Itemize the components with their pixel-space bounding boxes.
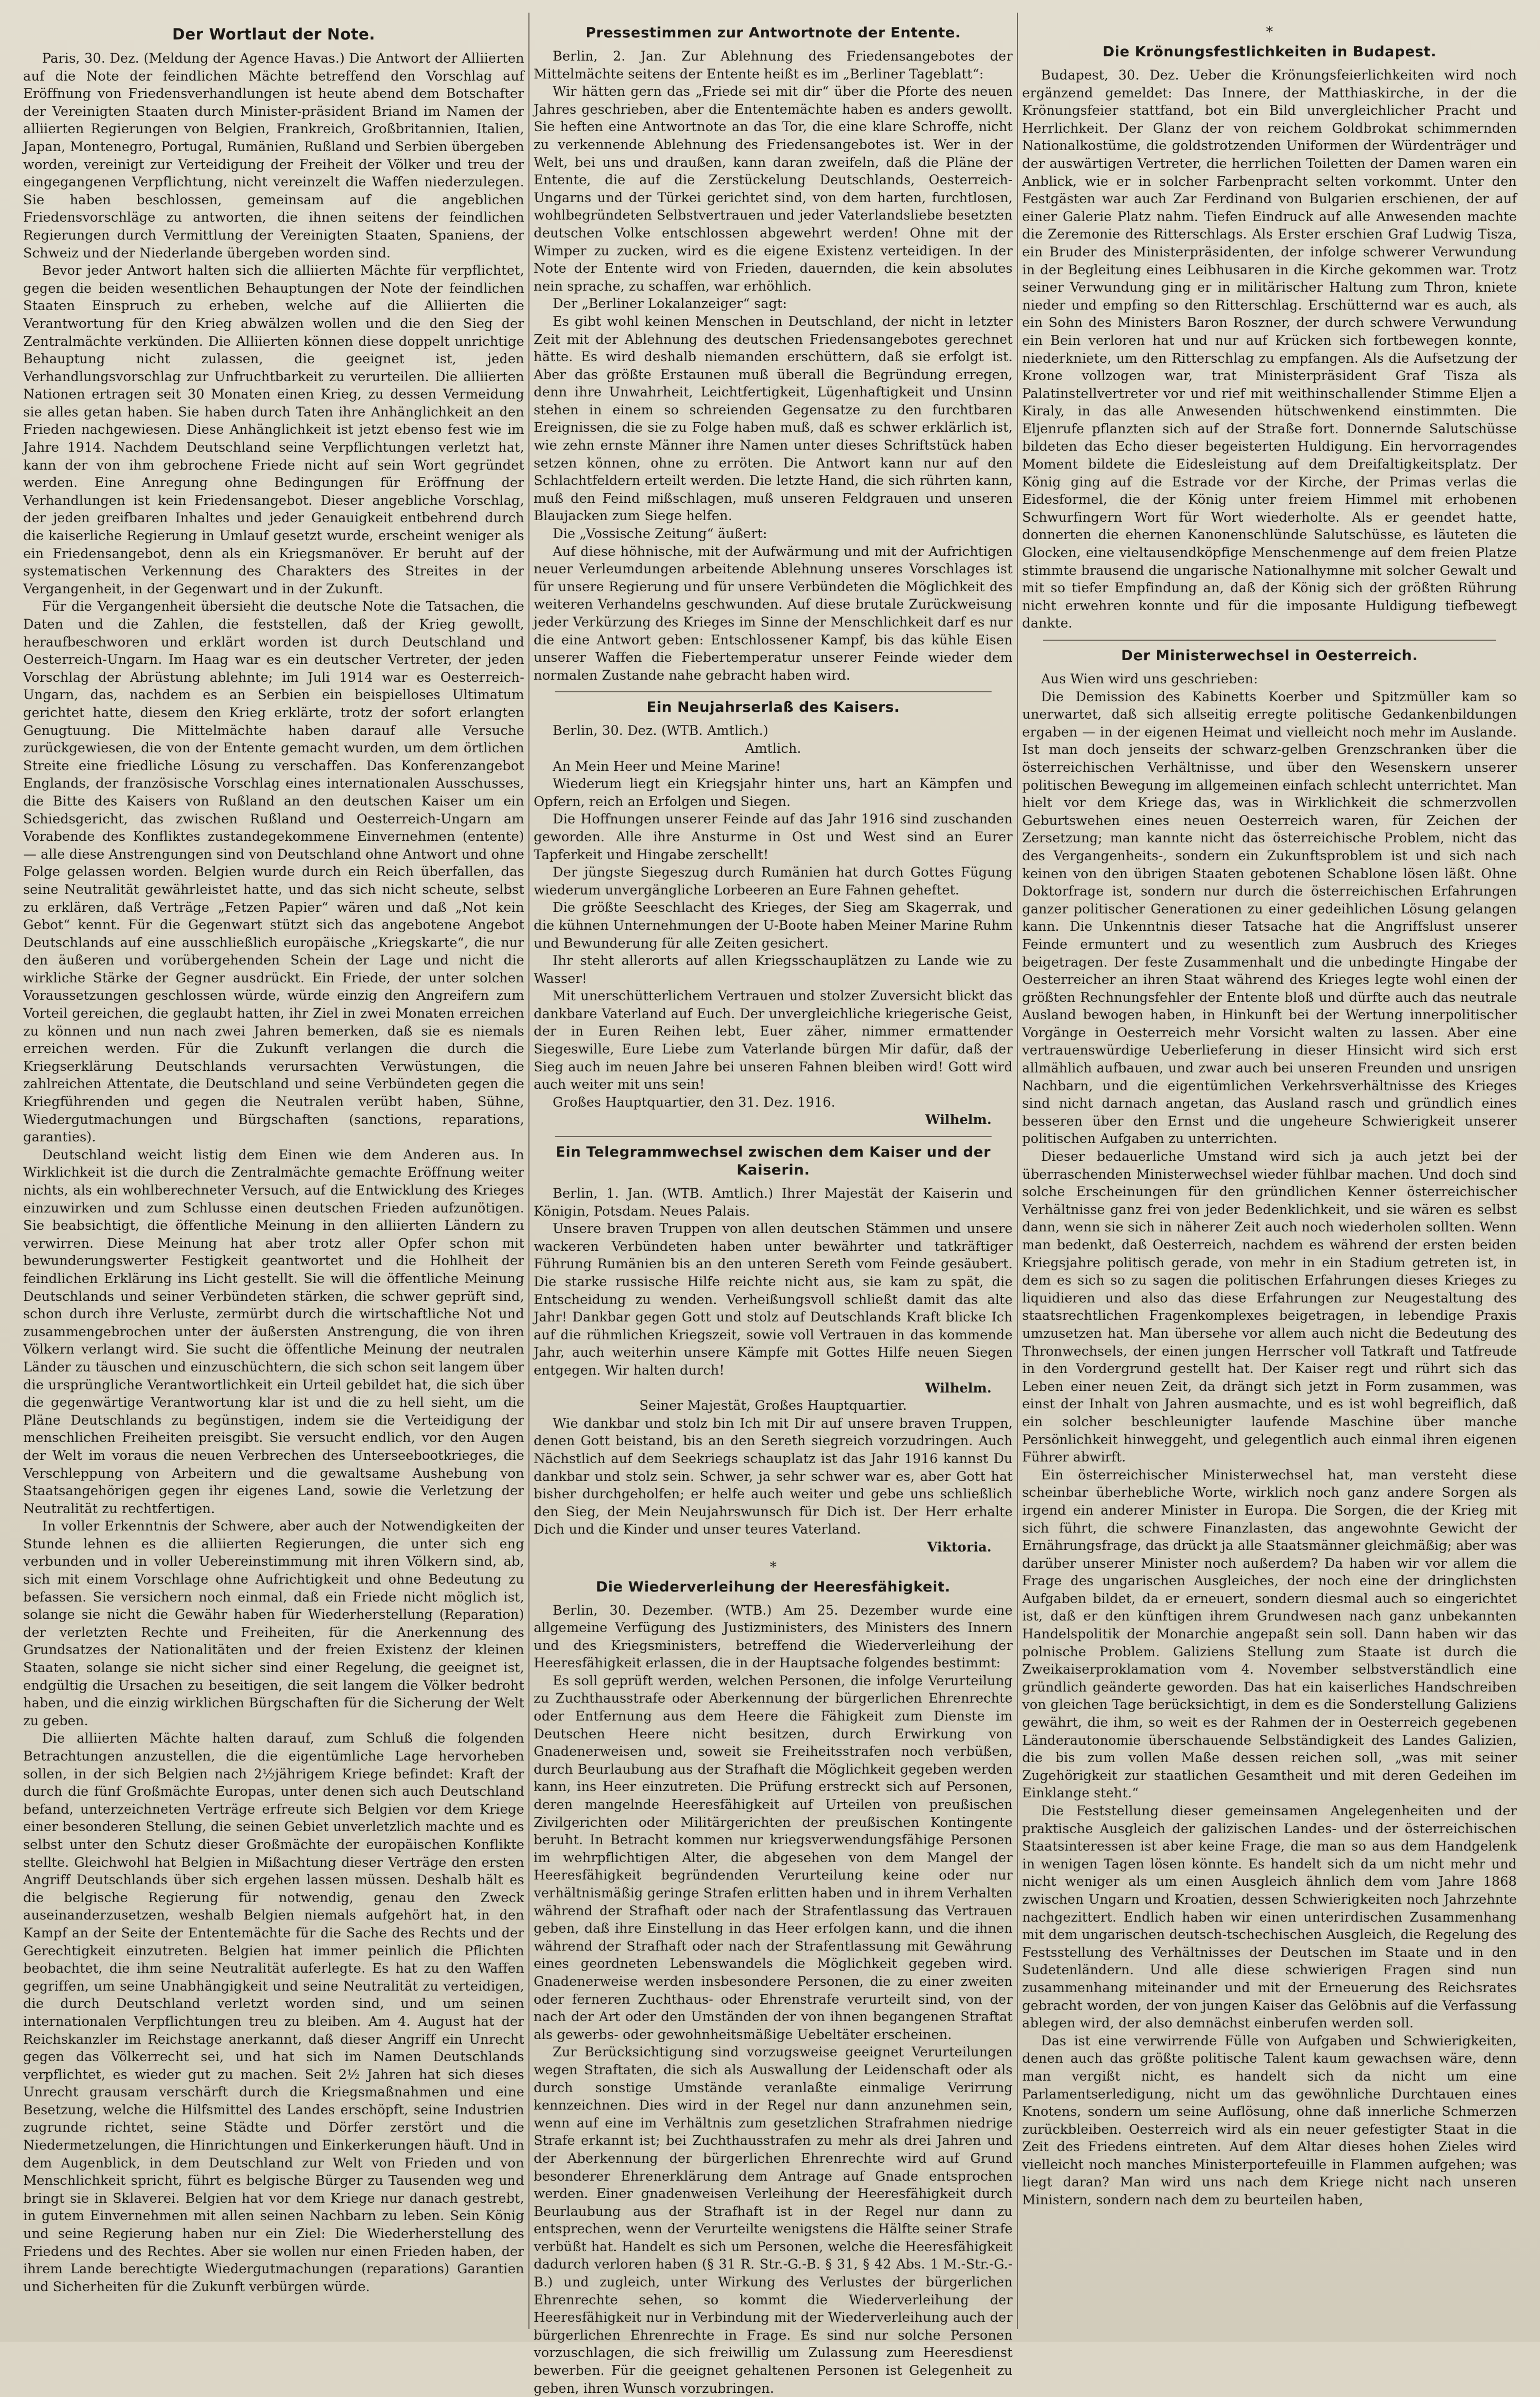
article-paragraph: Die alliierten Mächte halten darauf, zum Schluß die folgenden Betrachtungen anzustellen, die die eigentümliche Lage hervorheben sollen, in der sich Belgien nach 2½jährigem Kriege befindet: Kraft der durch die fünf Großmächte Europas, unter denen sich auch Deutschland befand, unterzeichneten Verträge erfreute sich Belgien vor dem Kriege einer besonderen Stellung, die seinen Gebiet unverletzlich machte und es selbst unter den Schutz dieser Großmächte der europäischen Konflikte stellte. Gleichwohl hat Belgien in Mißachtung dieser Verträge den ersten Angriff Deutschlands über sich ergehen lassen müssen. Deshalb hält es die belgische Regierung für notwendig, genau den Zweck auseinanderzusetzen, weshalb Belgien niemals aufgehört hat, in den Kampf an der Seite der Ententemächte für die Sache des Rechts und der Gerechtigkeit einzutreten. Belgien hat immer peinlich die Pflichten beobachtet, die ihm seine Neutralität auferlegte. Es hat zu den Waffen gegriffen, um seine Unabhängigkeit und seine Neutralität zu verteidigen, die durch Deutschland verletzt worden sind, und um seinen internationalen Verpflichtungen treu zu bleiben. Am 4. August hat der Reichskanzler im Reichstage anerkannt, daß dieser Angriff ein Unrecht gegen das Völkerrecht sei, und hat sich im Namen Deutschlands verpflichtet, es wieder gut zu machen. Seit 2½ Jahren hat sich dieses Unrecht grausam verschärft durch die Kriegsmaßnahmen und eine Besetzung, welche die Hilfsmittel des Landes erschöpft, seine Industrien zugrunde richtet, seine Städte und Dörfer zerstört und die Niedermetzelungen, die Hinrichtungen und Einkerkerungen häuft. Und in dem Augenblick, in dem Deutschland zur Welt von Frieden und von Menschlichkeit spricht, führt es belgische Bürger zu Tausenden weg und bringt sie in Sklaverei. Belgien hat vor dem Kriege nur danach gestrebt, in gutem Einvernehmen mit allen seinen Nachbarn zu leben. Sein König und seine Regierung haben nur ein Ziel: Die Wiederherstellung des Friedens und des Rechtes. Aber sie wollen nur einen Frieden haben, der ihrem Lande berechtigte Wiedergutmachungen (reparations) Garantien und Sicherheiten für die Zukunft verbürgen würde. [23,1730,524,2294]
section-asterisk: * [769,1559,777,1575]
column-right [1022,21,1517,2332]
section-divider [555,691,992,692]
article-paragraph: Der „Berliner Lokalanzeiger“ sagt: [553,296,787,312]
article-paragraph: Berlin, 30. Dezember. (WTB.) Am 25. Dezember wurde eine allgemeine Verfügung des Justizministers, des Ministers des Innern und des Kriegsministers, betreffend die Wiederverleihung der Heeresfähigkeit erlassen, die in der Hauptsache folgendes bestimmt: [534,1602,1013,1671]
article-paragraph: An Mein Heer und Meine Marine! [553,758,781,774]
article-paragraph: Die Hoffnungen unserer Feinde auf das Jahr 1916 sind zuschanden geworden. Alle ihre Ansturme in Ost und West sind an Eurer Tapferkeit und Hingabe zerschellt! [534,811,1013,862]
article-paragraph: Wie dankbar und stolz bin Ich mit Dir auf unsere braven Truppen, denen Gott beistand, bis an den Sereth siegreich vorzudringen. Auch Nächstlich auf dem Seekriegs schauplatz ist das Jahr 1916 kannst Du dankbar und stolz sein. Schwer, ja sehr schwer war es, aber Gott hat bisher durchgeholfen; er helfe auch weiter und gebe uns schließlich den Sieg, der Mein Neujahrswunsch für Dich ist. Der Herr erhalte Dich und die Kinder und unser teures Vaterland. [534,1415,1013,1537]
article-paragraph: Deutschland weicht listig dem Einen wie dem Anderen aus. In Wirklichkeit ist die durch die Zentralmächte gemachte Eröffnung weiter nichts, als ein wohlberechneter Versuch, auf die Entwicklung des Krieges einzuwirken und zum Schlusse einen deutschen Frieden aufzunötigen. Sie beabsichtigt, die öffentliche Meinung in den alliierten Ländern zu verwirren. Diese Meinung hat aber trotz aller Opfer schon mit bewunderungswerter Festigkeit geantwortet und die Hohlheit der feindlichen Erklärung ins Licht gestellt. Sie will die öffentliche Meinung Deutschlands und seiner Verbündeten stärken, die schwer geprüft sind, schon durch ihre Verluste, zermürbt durch die wirtschaftliche Not und zusammengebrochen unter der äußersten Anstrengung, die von ihren Völkern verlangt wird. Sie sucht die öffentliche Meinung der neutralen Länder zu täuschen und einzuschüchtern, die sich schon seit langem über die ursprüngliche Verantwortlichkeit ein Urteil gebildet hat, die sich über die gegenwärtige Verantwortung klar ist und die zu hell sieht, um die Pläne Deutschlands zu begünstigen, indem sie die Verteidigung der menschlichen Freiheiten preisgibt. Sie versucht endlich, vor den Augen der Welt im voraus die neuen Verbrechen des Unterseebootkrieges, die Verschleppung von Arbeitern und die gewaltsame Aushebung von Staatsangehörigen gegen ihr eigenes Land, sowie die Verletzung der Neutralität zu rechtfertigen. [23,1147,524,1516]
article-paragraph: Die größte Seeschlacht des Krieges, der Sieg am Skagerrak, und die kühnen Unternehmungen der U-Boote haben Meiner Marine Ruhm und Bewunderung für alle Zeiten gesichert. [534,900,1013,951]
article-title: Der Wortlaut der Note. [172,25,375,43]
article-paragraph: Die Demission des Kabinetts Koerber und Spitzmüller kam so unerwartet, daß sich allseitig erregte politische Gedankenbildungen ergaben — in der eigenen Heimat und vielleicht noch mehr im Auslande. Ist man doch jenseits der schwarz-gelben Grenzschranken über die österreichischen Verhältnisse, und über den Wesenskern unserer politischen Bewegung im allgemeinen einfach schlecht unterrichtet. Man hielt vor dem Kriege das, was in Wirklichkeit die schmerzvollen Geburtswehen eines neuen Oesterreich waren, für Zeichen der Zersetzung; man kannte nicht das österreichische Problem, nicht das des Vergangenheits-, sondern ein Zukunftsproblem ist und sich nach keinen von den übrigen Staaten gebotenen Schablone lösen läßt. Ohne Doktorfrage ist, sondern nur durch die österreichischen Erfahrungen ganzer politischer Generationen zu einer gedeihlichen Lösung gelangen kann. Die Unkenntnis dieser Tatsache hat die Angriffslust unserer Feinde ermuntert und zu wesentlich zum Ausbruch des Krieges beigetragen. Der feste Zusammenhalt und die unbedingte Hingabe der Oesterreicher an ihren Staat während des Krieges legte wohl einen der größten Rechnungsfehler der Entente bloß und dürfte auch das neutrale Ausland bewogen haben, in Hinkunft bei der Wertung innerpolitischer Vorgänge in Oesterreich mehr Vorsicht walten zu lassen. Aber eine vertrauenswürdige Ueberlieferung in dieser Hinsicht wird sich erst allmählich aufbauen, und zwar auch bei unseren Freunden und unsrigen Nachbarn, und die eigentümlichen Verkehrsverhältnisse des Krieges sind nicht darnach angetan, das Ausland rasch und gründlich eines besseren über den Ernst und die ungeheure Schwierigkeit unserer politischen Aufgaben zu unterrichten. [1022,689,1517,1147]
article-paragraph: Der jüngste Siegeszug durch Rumänien hat durch Gottes Fügung wiederum unvergängliche Lorbeeren an Eure Fahnen geheftet. [534,864,1013,898]
article-title: Die Krönungsfestlichkeiten in Budapest. [1102,44,1437,60]
article-paragraph: Wiederum liegt ein Kriegsjahr hinter uns, hart an Kämpfen und Opfern, reich an Erfolgen und Siegen. [534,776,1013,809]
article-paragraph: Die „Vossische Zeitung“ äußert: [553,526,767,542]
article-paragraph: Zur Berücksichtigung sind vorzugsweise geeignet Verurteilungen wegen Straftaten, die sich als Auswallung der Leidenschaft oder als durch sonstige Umstände veranlaßte einmalige Verirrung kennzeichnen. Dies wird in der Regel nur dann anzunehmen sein, wenn auf eine im Verhältnis zum gesetzlichen Strafrahmen niedrige Strafe erkannt ist; bei Zuchthausstrafen zu mehr als drei Jahren und der Aberkennung der bürgerlichen Ehrenrechte wird auf Grund besonderer Ehrenerklärung dem Antrage auf Gnade entsprochen werden. Einer gnadenweisen Verleihung der Heeresfähigkeit durch Beurlaubung aus der Strafhaft ist in der Regel nur dann zu entsprechen, wenn der Verurteilte wenigstens die Hälfte seiner Strafe verbüßt hat. Handelt es sich um Personen, welche die Heeresfähigkeit dadurch verloren haben (§ 31 R. Str.-G.-B. § 31, § 42 Abs. 1 M.-Str.-G.-B.) und zugleich, unter Wirkung des Verlustes der bürgerlichen Ehrenrechte sehen, so kommt die Wiederverleihung der Heeresfähigkeit nur in Verbindung mit der Wiederverleihung auch der bürgerlichen Ehrenrechte in Frage. Es sind nur solche Personen vorzuschlagen, die sich freiwillig um Zulassung zum Heeresdienst bewerben. Für die geeignet gehaltenen Personen ist Gelegenheit zu geben, ihren Wunsch vorzubringen. [534,2044,1013,2396]
article-title: Ein Telegrammwechsel zwischen dem Kaiser und der Kaiserin. [555,1144,991,1179]
article-paragraph: Es gibt wohl keinen Menschen in Deutschland, der nicht in letzter Zeit mit der Ablehnung des deutschen Friedensangebotes gerechnet hätte. Es wird deshalb niemanden erschüttern, daß sie erfolgt ist. Aber das größte Erstaunen muß überall die Begründung erregen, denn ihre Unwahrheit, Leichtfertigkeit, Lügenhaftigkeit und Unsinn stehen in einem so schreienden Gegensatze zu den furchtbaren Ereignissen, die sie zu Folge haben muß, daß es schwer erklärlich ist, wie zehn ernste Männer ihre Namen unter dieses Schriftstück haben setzen können, ohne zu erröten. Die Antwort kann nur auf den Schlachtfeldern erteilt werden. Die letzte Hand, die sich rührten kann, muß den Feind mißschlagen, muß unseren Feldgrauen und unseren Blaujacken zum Siege helfen. [534,313,1013,524]
article-title: Ein Neujahrserlaß des Kaisers. [646,699,900,716]
signature: Wilhelm. [925,1380,992,1396]
article-paragraph: Ihr steht allerorts auf allen Kriegsschauplätzen zu Lande wie zu Wasser! [534,953,1013,986]
article-paragraph: Wir hätten gern das „Friede sei mit dir“ über die Pforte des neuen Jahres geschrieben, aber die Ententemächte haben es anders gewollt. Sie heften eine Antwortnote an das Tor, die eine klare Schroffe, nicht zu verkennende Ablehnung des Friedensangebotes ist. Wer in der Welt, bei uns und draußen, kann daran zweifeln, daß die Pläne der Entente, die auf die Zerstückelung Deutschlands, Oesterreich-Ungarns und der Türkei gerichtet sind, von dem harten, furchtlosen, wohlbegründeten Selbstvertrauen und jeder Vaterlandsliebe besetzten deutschen Volke entschlossen abgewehrt werden! Ohne mit der Wimper zu zucken, wird es die eigene Existenz verteidigen. In der Note der Entente wird von Frieden, dauernden, die kein absolutes nein sprache, zu schaffen, war erhöhlich. [534,84,1013,294]
article-title: Die Wiederverleihung der Heeresfähigkeit. [596,1578,951,1595]
section-divider [555,1136,992,1137]
article-paragraph: Paris, 30. Dez. (Meldung der Agence Havas.) Die Antwort der Alliierten auf die Note der feindlichen Mächte betreffend den Vorschlag auf Eröffnung von Friedensverhandlungen ist heute abend dem Botschafter der Vereinigten Staaten durch Minister-präsident Briand im Namen der alliierten Regierungen von Belgien, Frankreich, Großbritannien, Italien, Japan, Montenegro, Portugal, Rumänien, Rußland und Serbien übergeben worden, vereinigt zur Verteidigung der Freiheit der Völker und treu der eingegangenen Verpflichtung, nicht vereinzelt die Waffen niederzulegen. Sie haben beschlossen, gemeinsam auf die angeblichen Friedensvorschläge zu antworten, die ihnen seitens der feindlichen Regierungen durch Vermittlung der Vereinigten Staaten, Spaniens, der Schweiz und der Niederlande übergeben worden sind. [23,51,524,261]
article-paragraph: Ein österreichischer Ministerwechsel hat, man versteht diese scheinbar überhebliche Worte, wirklich noch ganz andere Sorgen als irgend ein anderer Minister in Europa. Die Sorgen, die der Krieg mit sich führt, die schwere Finanzlasten, das angewohnte Gewicht der Ernährungsfrage, das drückt ja alle Staatsmänner gleichmäßig; aber was darüber unserer Minister noch außerdem? Da haben wir vor allem die Frage des ungarischen Ausgleiches, der noch eine der dringlichsten Aufgaben bildet, da er erneuert, sondern diesmal auch so eingerichtet ist, daß er den künftigen ihrem Grundwesen nach ganz unbekannten Handelspolitik der Monarchie angepaßt sein soll. Dann haben wir das polnische Problem. Galiziens Stellung zum Staate ist durch die Zweikaiserproklamation vom 4. November selbstverständlich eine gründlich geänderte geworden. Das hat ein kaiserliches Handschreiben von gleichen Tage berücksichtigt, in dem es die Sonderstellung Galiziens gewährt, die ihm, so weit es der Rahmen der in Oesterreich gegebenen Länderautonomie überschauende Selbständigkeit des Landes Galizien, die bis zum vollen Maße dessen reichen soll, „was mit seiner Zugehörigkeit zur staatlichen Gesamtheit und mit deren Gedeihen im Einklange steht.“ [1022,1467,1517,1801]
article-paragraph: Berlin, 30. Dez. (WTB. Amtlich.) [553,723,768,739]
signature: Wilhelm. [925,1112,992,1128]
article-paragraph: Es soll geprüft werden, welchen Personen, die infolge Verurteilung zu Zuchthausstrafe oder Aberkennung der bürgerlichen Ehrenrechte oder Entfernung aus dem Heere die Fähigkeit zum Dienste im Deutschen Heere nicht besitzen, durch Erwirkung von Gnadenerweisen und, soweit sie Freiheitsstrafen noch verbüßen, durch Beurlaubung aus der Strafhaft die Möglichkeit gegeben werden kann, ins Heer einzutreten. Die Prüfung erstreckt sich auf Personen, deren mangelnde Heeresfähigkeit auf Urteilen von preußischen Zivilgerichten oder Militärgerichten der preußischen Kontingente beruht. In Betracht kommen nur kriegsverwendungsfähige Personen im wehrpflichtigen Alter, die abgesehen von dem Mangel der Heeresfähigkeit begründenden Verurteilung keine oder nur verhältnismäßig geringe Strafen erlitten haben und in ihrem Verhalten während der Strafhaft oder nach der Strafentlassung das Vertrauen geben, daß ihre Einstellung in das Heer erfolgen kann, und die ihnen während der Strafhaft oder nach der Strafentlassung mit Gewährung eines geordneten Lebenswandels die Möglichkeit gegeben wird. Gnadenerweise werden insbesondere Personen, die zu einer zweiten oder ferneren Zuchthaus- oder Ehrenstrafe verurteilt sind, von der nach der Art oder den Umständen der von ihnen begangenen Straftat als gewerbs- oder gewohnheitsmäßige Uebeltäter erscheinen. [534,1673,1013,2042]
column-rule [1017,13,1018,2329]
article-paragraph: Großes Hauptquartier, den 31. Dez. 1916. [553,1094,836,1110]
article-paragraph: Berlin, 1. Jan. (WTB. Amtlich.) Ihrer Majestät der Kaiserin und Königin, Potsdam. Neues Palais. [534,1186,1013,1219]
telegram-address: Seiner Majestät, Großes Hauptquartier. [639,1398,907,1414]
article-paragraph: Berlin, 2. Jan. Zur Ablehnung des Friedensangebotes der Mittelmächte seitens der Entente heißt es im „Berliner Tageblatt“: [534,48,1013,82]
section-asterisk: * [1266,24,1273,40]
article-paragraph: Amtlich. [745,740,802,756]
article-paragraph: Die Feststellung dieser gemeinsamen Angelegenheiten und der praktische Ausgleich der galizischen Landes- und der österreichischen Staatsinteressen ist aber keine Frage, die man so aus dem Handgelenk in wenigen Tagen lösen könnte. Es handelt sich da um nicht mehr und nicht weniger als um einen Ausgleich ähnlich dem vom Jahre 1868 zwischen Ungarn und Kroatien, dessen Schwierigkeiten noch Jahrzehnte nachgezittert. Endlich haben wir einen unterirdischen Zusammenhang mit dem ungarischen deutsch-tschechischen Ausgleich, die Regelung des Festsstellung des Verhältnisses der Deutschen im Staate und in den Sudetenländern. Und alle diese schwierigen Fragen sind nun zusammenhang miteinander und mit der Erneuerung des Reichsrates gebracht worden, der von jungen Kaiser das Gelöbnis auf die Verfassung ablegen wird, der also demnächst einberufen werden soll. [1022,1803,1517,2031]
article-paragraph: Unsere braven Truppen von allen deutschen Stämmen und unsere wackeren Verbündeten haben unter bewährter und tatkräftiger Führung Rumänien bis an den unteren Sereth vom Feinde gesäubert. Die starke russische Hilfe reichte nicht aus, sie kam zu spät, die Entscheidung zu wenden. Verheißungsvoll schließt damit das alte Jahr! Dankbar gegen Gott und stolz auf Deutschlands Kraft blicke Ich auf die rühmlichen Kriegszeit, sowie voll Vertrauen in das kommende Jahr, auch weiterhin unsere Kämpfe mit Gottes Hilfe neuen Siegen entgegen. Wir halten durch! [534,1221,1013,1378]
article-paragraph: Dieser bedauerliche Umstand wird sich ja auch jetzt bei der überraschenden Ministerwechsel wieder fühlbar machen. Und doch sind solche Erscheinungen für den gründlichen Kenner österreichischer Verhältnisse ganz frei von jeder Bedenklichkeit, und sie wären es selbst dann, wenn sie sich in näherer Zeit auch noch wiederholen sollten. Wenn man bedenkt, daß Oesterreich, nachdem es während der ersten beiden Kriegsjahre politisch gerade, von mehr in ein Stadium getreten ist, in dem es sich so zu sagen die politischen Erfahrungen dieses Krieges zu liquidieren und also das diese Erfahrungen zur Neugestaltung des staatsrechtlichen Fragenkomplexes beigetragen, in lebendige Praxis umzusetzen hat. Man übersehe vor allem auch nicht die Bedeutung des Thronwechsels, der einen jungen Herrscher voll Tatkraft und Tatfreude in den Vordergrund gestellt hat. Der Kaiser regt und rührt sich das Leben einer neuen Zeit, da drängt sich jetzt in Form zusammen, was einst der Inhalt von Jahren ausmachte, und es ist wohl begreiflich, daß ein solcher beschleunigter laufende Maschine über manche Persönlichkeit hinweggeht, und gelegentlich auch einmal ihren eigenen Führer abwirft. [1022,1149,1517,1465]
column-rule [528,13,529,2329]
article-title: Pressestimmen zur Antwortnote der Entente. [585,25,961,41]
article-paragraph: Für die Vergangenheit übersieht die deutsche Note die Tatsachen, die Daten und die Zahlen, die feststellen, daß der Krieg gewollt, heraufbeschworen und erklärt worden ist durch Deutschland und Oesterreich-Ungarn. Im Haag war es ein deutscher Vertreter, der jeden Vorschlag der Abrüstung ablehnte; im Juli 1914 war es Oesterreich-Ungarn, das, nachdem es an Serbien ein beispielloses Ultimatum gerichtet hatte, diesem den Krieg erklärte, trotz der sofort erlangten Genugtuung. Die Mittelmächte haben darauf alle Versuche zurückgewiesen, die von der Entente gemacht wurden, um dem örtlichen Streite eine friedliche Lösung zu verschaffen. Das Konferenzangebot Englands, der französische Vorschlag eines internationalen Ausschusses, die Bitte des Kaisers von Rußland an den deutschen Kaiser um ein Schiedsgericht, das zwischen Rußland und Oesterreich-Ungarn am Vorabende des Konfliktes zustandegekommene Einvernehmen (entente) — alle diese Anstrengungen sind von Deutschland ohne Antwort und ohne Folge gelassen worden. Belgien wurde durch ein Reich überfallen, das seine Neutralität gewährleistet hatte, und das sich nicht scheute, selbst zu erklären, daß Verträge „Fetzen Papier“ wären und daß „Not kein Gebot“ kennt. Für die Gegenwart stützt sich das angebotene Angebot Deutschlands auf eine ausschließlich europäische „Kriegskarte“, die nur den äußeren und vorübergehenden Schein der Lage und nicht die wirkliche Stärke der Gegner ausdrückt. Ein Friede, der unter solchen Voraussetzungen geschlossen würde, würde einzig den Angreifern zum Vorteil gereichen, die geglaubt hatten, ihr Ziel in zwei Monaten erreichen zu können und nun nach zwei Jahren bemerken, daß sie es niemals erreichen werden. Für die Zukunft verlangen die durch die Kriegserklärung Deutschlands verursachten Verwüstungen, die zahlreichen Attentate, die Deutschland und seine Verbündeten gegen die Kriegführenden und gegen die Neutralen verübt haben, Sühne, Wiedergutmachungen und Bürgschaften (sanctions, reparations, garanties). [23,599,524,1145]
article-paragraph: Bevor jeder Antwort halten sich die alliierten Mächte für verpflichtet, gegen die beiden wesentlichen Behauptungen der Note der feindlichen Staaten Einspruch zu erheben, welche auf die Alliierten die Verantwortung für den Krieg abwälzen wollen und die den Sieg der Zentralmächte verkünden. Die Alliierten können diese doppelt unrichtige Behauptung nicht zulassen, die geeignet ist, jeden Verhandlungsvorschlag zur Unfruchtbarkeit zu verurteilen. Die alliierten Nationen ertragen seit 30 Monaten einen Krieg, zu dessen Vermeidung sie alles getan haben. Sie haben durch Taten ihre Anhänglichkeit an den Frieden nachgewiesen. Diese Anhänglichkeit ist jetzt ebenso fest wie im Jahre 1914. Nachdem Deutschland seine Verpflichtungen verletzt hat, kann der von ihm gebrochene Friede nicht auf sein Wort gegründet werden. Eine Anregung ohne Bedingungen für Eröffnung der Verhandlungen ist kein Friedensangebot. Dieser angebliche Vorschlag, der jeden greifbaren Inhaltes und jeder Genauigkeit entbehrend durch die kaiserliche Regierung in Umlauf gesetzt wurde, erscheint weniger als ein Friedensangebot, denn als ein Kriegsmanöver. Er beruht auf der systematischen Verkennung des Charakters des Streites in der Vergangenheit, in der Gegenwart und in der Zukunft. [23,263,524,596]
article-paragraph: In voller Erkenntnis der Schwere, aber auch der Notwendigkeiten der Stunde lehnen es die alliierten Regierungen, die unter sich eng verbunden und in voller Uebereinstimmung mit ihren Völkern sind, ab, sich mit einem Vorschlage ohne Aufrichtigkeit und ohne Bedeutung zu befassen. Sie versichern noch einmal, daß ein Friede nicht möglich ist, solange sie nicht die Gewähr haben für Wiederherstellung (Reparation) der verletzten Rechte und Freiheiten, für die Anerkennung des Grundsatzes der Nationalitäten und der freien Existenz der kleinen Staaten, solange sie nicht sicher sind einer Regelung, die geeignet ist, endgültig die Ursachen zu beseitigen, die seit langem die Völker bedroht haben, und die einzig wirklichen Bürgschaften für die Sicherung der Welt zu geben. [23,1518,524,1728]
column-middle [534,21,1013,2396]
article-paragraph: Mit unerschütterlichem Vertrauen und stolzer Zuversicht blickt das dankbare Vaterland auf Euch. Der unvergleichliche kriegerische Geist, der in Euren Reihen lebt, Euer zäher, nimmer ermattender Siegeswille, Eure Liebe zum Vaterlande bürgen Mir dafür, daß der Sieg auch im neuen Jahre bei unseren Fahnen bleiben wird! Gott wird auch weiter mit uns sein! [534,988,1013,1092]
section-divider [1043,640,1496,641]
column-left [23,21,524,2332]
article-title: Der Ministerwechsel in Oesterreich. [1121,648,1418,664]
article-paragraph: Das ist eine verwirrende Fülle von Aufgaben und Schwierigkeiten, denen auch das größte politische Talent kaum gewachsen wäre, denn man vergißt nicht, es handelt sich da nicht um eine Parlamentserledigung, nicht um das gewöhnliche Durchtauen eines Knotens, sondern um seine Auflösung, ohne daß innerliche Schmerzen zurückbleiben. Oesterreich wird als ein neuer gefestigter Staat in die Zeit des Friedens eintreten. Auf dem Altar dieses hohen Zieles wird vielleicht noch manches Ministerportefeuille in Flammen aufgehen; was liegt daran? Man wird uns nach dem Kriege nicht nach unseren Ministern, sondern nach dem zu beurteilen haben, [1022,2033,1517,2208]
article-paragraph: Budapest, 30. Dez. Ueber die Krönungsfeierlichkeiten wird noch ergänzend gemeldet: Das Innere, der Matthiaskirche, in der die Krönungsfeier stattfand, bot ein Bild unvergleichlicher Pracht und Herrlichkeit. Der Glanz der von reichem Goldbrokat schimmernden Nationalkostüme, die goldstrotzenden Uniformen der Würdenträger und der auswärtigen Vertreter, die herrlichen Toiletten der Damen waren ein Anblick, wie er in solcher Farbenpracht selten vorkommt. Unter den Festgästen war auch Zar Ferdinand von Bulgarien erschienen, der auf einer Galerie Platz nahm. Tiefen Eindruck auf alle Anwesenden machte die Zeremonie des Ritterschlags. Als Erster erschien Graf Ludwig Tisza, ein Bruder des Ministerpräsidenten, der infolge schwerer Verwundung in der Begleitung eines Leibhusaren in die Kirche gekommen war. Trotz seiner Verwundung ging er in militärischer Haltung zum Thron, kniete nieder und empfing so den Ritterschlag. Erschütternd war es auch, als ein Sohn des Ministers Baron Roszner, der durch schwere Verwundung ein Bein verloren hat und nur auf Krücken sich fortbewegen konnte, niederkniete, um den Ritterschlag zu empfangen. Als die Aufsetzung der Krone vollzogen war, trat Ministerpräsident Graf Tisza als Palatinstellvertreter vor und rief mit weithinschallender Stimme Eljen a Kiraly, in das alle Anwesenden hütschwenkend einstimmten. Die Eljenrufe pflanzten sich auf der Straße fort. Donnernde Salutschüsse bildeten das Echo dieser begeisterten Huldigung. Ein hervorragendes Moment bildete die Eidesleistung auf dem Dreifaltigkeitsplatz. Der König ging auf die Estrade vor der Kirche, der Primas verlas die Eidesformel, die der König unter freiem Himmel mit erhobenen Schwurfingern Wort für Wort wiederholte. Als er geendet hatte, donnerten die ehernen Kanonenschlünde Salutschüsse, es läuteten die Glocken, eine vieltausendköpfige Menschenmenge auf dem freien Platze stimmte brausend die ungarische Nationalhymne mit solcher Gewalt und mit so tiefer Empfindung an, daß der König sich der größten Rührung nicht erwehren konnte und für die imposante Huldigung tiefbewegt dankte. [1022,67,1517,631]
article-paragraph: Aus Wien wird uns geschrieben: [1041,671,1258,687]
signature: Viktoria. [927,1539,992,1555]
article-paragraph: Auf diese höhnische, mit der Aufwärmung und mit der Aufrichtigen neuer Verleumdungen arbeitende Ablehnung unseres Vorschlages ist für unsere Regierung und für unsere Verbündeten die Möglichkeit des weiteren Verhandelns geschwunden. Auf diese brutale Zurückweisung jeder Verkürzung des Krieges im Sinne der Menschlichkeit darf es nur die eine Antwort geben: Entschlossener Kampf, bis das kühle Eisen unserer Waffen die Fiebertemperatur unserer Feinde wieder dem normalen Zustande nahe gebracht haben wird. [534,543,1013,683]
